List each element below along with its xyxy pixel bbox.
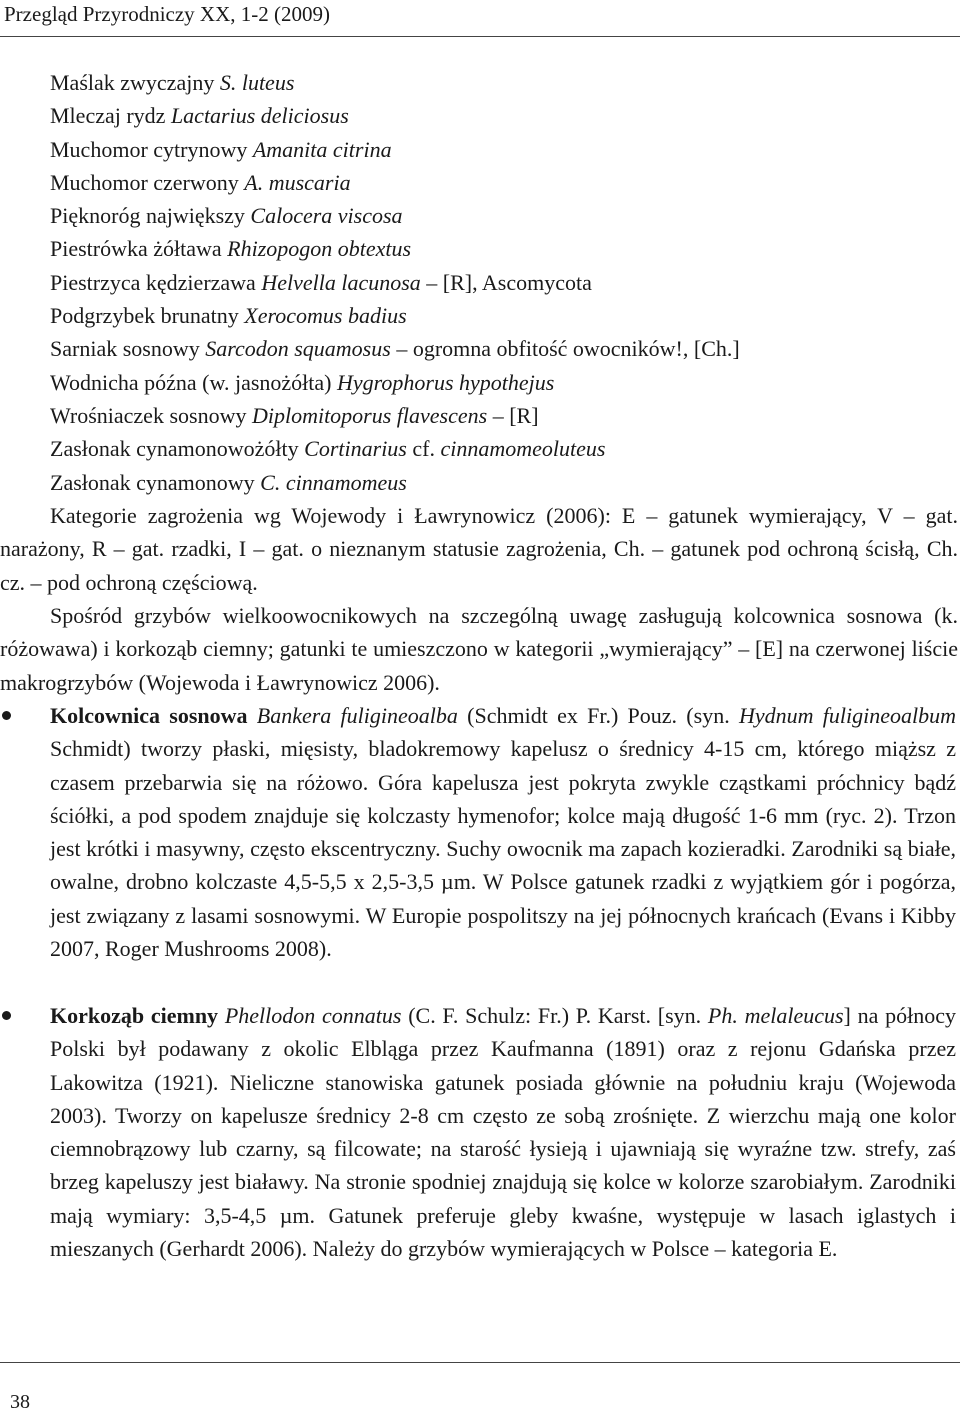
species-latin-name: Amanita citrina	[252, 136, 392, 162]
species-latin-epithet: cinnamomeoluteus	[440, 436, 606, 462]
species-author: (Schmidt ex Fr.) Pouz. (syn.	[467, 703, 730, 728]
species-latin-name: S. luteus	[219, 70, 295, 95]
species-line	[50, 332, 950, 365]
species-line	[50, 66, 950, 99]
species-polish-name: Pięknoróg największy	[50, 203, 245, 229]
header-divider	[0, 36, 960, 37]
species-note: – ogromna obfitość owocników!, [Ch.]	[396, 336, 740, 362]
species-polish-name: Wrośniaczek sosnowy	[50, 402, 247, 428]
threat-categories-paragraph: Kategorie zagrożenia wg Wojewody i Ławrynowicz (2006): E – gatunek wymierający, V – gat. narażony, R – gat. rzadki, I – gat. o nieznanym statusie zagrożenia, Ch. – gatunek pod ochroną ścisłą, Ch. cz. – pod ochroną częściową.	[0, 503, 958, 595]
species-latin-name: Phellodon connatus	[224, 1003, 402, 1028]
species-synonym: Ph. melaleucus	[707, 1003, 844, 1028]
running-header: Przegląd Przyrodniczy XX, 1-2 (2009)	[4, 2, 330, 26]
bullet-text	[50, 999, 956, 1265]
species-list	[50, 66, 950, 499]
species-note: – [R], Ascomycota	[426, 269, 592, 295]
notable-species-paragraph: Spośród grzybów wielkoowocnikowych na szczególną uwagę zasługują kolcownica sosnowa (k. różowawa) i korkoząb ciemny; gatunki te umieszczono w kategorii „wymierający” – [E] na czerwonej liście makrogrzybów (Wojewoda i Ławrynowicz 2006).	[0, 603, 958, 695]
bullet-dot-icon	[2, 711, 11, 720]
species-latin-name: Lactarius deliciosus	[170, 103, 349, 129]
species-latin-name: Rhizopogon obtextus	[227, 236, 412, 262]
species-polish-name: Mleczaj rydz	[50, 103, 166, 129]
species-polish-name: Podgrzybek brunatny	[50, 303, 239, 329]
species-line	[50, 366, 950, 399]
footer-divider	[0, 1362, 960, 1363]
species-line	[50, 232, 950, 265]
species-note: cf.	[412, 436, 435, 462]
species-latin-name: Calocera viscosa	[250, 203, 403, 229]
bullet-text	[50, 699, 956, 965]
species-line	[50, 166, 950, 199]
species-polish-name: Maślak zwyczajny	[50, 70, 215, 95]
species-line	[50, 99, 950, 132]
species-author: (C. F. Schulz: Fr.) P. Karst. [syn.	[408, 1003, 702, 1028]
species-latin-name: Xerocomus badius	[244, 303, 407, 329]
species-polish-name: Muchomor cytrynowy	[50, 136, 248, 162]
species-name-bold: Kolcownica sosnowa	[50, 703, 248, 728]
species-latin-name: Sarcodon squamosus	[205, 336, 391, 362]
species-description: Schmidt) tworzy płaski, mięsisty, bladokremowy kapelusz o średnicy 4-15 cm, którego miąższ z czasem przebarwia się na różowo. Góra kapelusza jest pokryta zwykle cząstkami próchnicy bądź ściółki, a pod spodem znajduje się kolczasty hymenofor; kolce mają długość 1-6 mm (ryc. 2). Trzon jest krótki i masywny, często ekscentryczny. Suchy owocnik ma zapach kozieradki. Zarodniki są białe, owalne, drobno kolczaste 4,5-5,5 x 2,5-3,5 µm. W Polsce gatunek rzadki z wyjątkiem gór i pogórza, jest związany z lasami sosnowymi. W Europie pospolitszy na jej północnych krańcach (Evans i Kibby 2007, Roger Mushrooms 2008).	[50, 736, 956, 962]
species-line	[50, 299, 950, 332]
species-latin-name: Hygrophorus hypothejus	[336, 369, 555, 395]
species-line	[50, 133, 950, 166]
species-latin-name: Helvella lacunosa	[261, 269, 421, 295]
species-polish-name: Zasłonak cynamonowożółty	[50, 436, 299, 462]
species-latin-name: A. muscaria	[244, 169, 351, 195]
species-polish-name: Piestrówka żółtawa	[50, 236, 222, 262]
species-polish-name: Wodnicha późna (w. jasnożółta)	[50, 369, 332, 395]
bullet-dot-icon	[2, 1011, 11, 1020]
species-latin-name: Diplomitoporus flavescens	[251, 402, 488, 428]
species-line	[50, 432, 950, 465]
species-polish-name: Zasłonak cynamonowy	[50, 469, 255, 495]
species-name-bold: Korkoząb ciemny	[50, 1003, 219, 1028]
species-latin-name: C. cinnamomeus	[260, 469, 407, 495]
species-line	[50, 466, 950, 499]
species-polish-name: Piestrzyca kędzierzawa	[50, 269, 256, 295]
species-polish-name: Sarniak sosnowy	[50, 336, 200, 362]
species-polish-name: Muchomor czerwony	[50, 169, 239, 195]
species-description: ] na północy Polski był podawany z okolic Elbląga przez Kaufmanna (1891) oraz z rejonu Gdańska przez Lakowitza (1921). Nieliczne stanowiska gatunek posiada głównie na południu kraju (Wojewoda 2003). Tworzy on kapelusze średnicy 2-8 cm często ze sobą zrośnięte. Z wierzchu mają one kolor ciemnobrązowy lub czarny, są filcowate; na starość łysieją i ujawniają się wyraźne tzw. strefy, zaś brzeg kapeluszy jest białawy. Na stronie spodniej znajdują się kolce w kolorze szarobiałym. Zarodniki mają wymiary: 3,5-4,5 µm. Gatunek preferuje gleby kwaśne, występuje w lasach iglastych i mieszanych (Gerhardt 2006). Należy do grzybów wymierających w Polsce – kategoria E.	[50, 1003, 957, 1262]
species-synonym: Hydnum fuligineoalbum	[738, 703, 956, 728]
species-line	[50, 266, 950, 299]
species-line	[50, 199, 950, 232]
page-number: 38	[10, 1391, 30, 1413]
species-latin-name: Cortinarius	[304, 436, 407, 462]
species-line	[50, 399, 950, 432]
species-note: – [R]	[492, 402, 539, 428]
species-latin-name: Bankera fuligineoalba	[256, 703, 458, 728]
